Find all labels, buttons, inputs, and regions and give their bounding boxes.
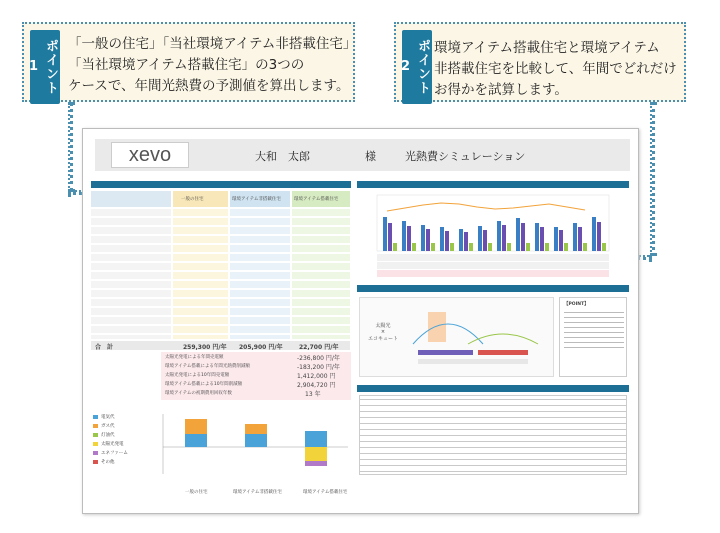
monthly-bar <box>502 225 506 251</box>
monthly-solar-bar <box>564 243 568 251</box>
legend-other: その他 <box>93 459 115 465</box>
monthly-bar <box>421 225 425 251</box>
monthly-solar-bar <box>488 243 492 251</box>
monthly-bar <box>592 217 596 251</box>
bar-general-gas <box>185 419 207 434</box>
summary-value-4: 13 年 <box>305 391 321 398</box>
monthly-solar-bar <box>393 243 397 251</box>
honorific: 様 <box>365 150 376 163</box>
total-eco <box>299 342 338 351</box>
total-non-unit: 円/年 <box>268 344 283 351</box>
connector-2-vertical <box>650 102 655 256</box>
summary-label-0: 太陽光発電による年間売電額 <box>165 355 224 360</box>
bar-non-gas <box>245 424 267 434</box>
bar-label-non: 環境アイテム非搭載住宅 <box>233 490 282 495</box>
simulation-sheet <box>82 128 639 514</box>
monthly-bar <box>540 227 544 251</box>
column-general-label: 一般の住宅 <box>181 197 204 202</box>
type-column-header <box>91 191 171 207</box>
total-non <box>239 342 283 351</box>
table-body-labels <box>91 209 171 339</box>
point-1-text: 「一般の住宅」「当社環境アイテム非搭載住宅」 「当社環境アイテム搭載住宅」の3つの ケースで、年間光熱費の予測値を算出します。 <box>68 36 357 94</box>
summary-value-2: 1,412,000 円 <box>297 373 336 380</box>
monthly-bar <box>573 223 577 251</box>
summary-value-0: -236,800 円/年 <box>297 355 340 362</box>
monthly-bar <box>445 231 449 251</box>
bar-label-general: 一般の住宅 <box>185 490 208 495</box>
summary-value-3: 2,904,720 円 <box>297 382 336 389</box>
monthly-bar <box>478 226 482 251</box>
summary-label-3: 環境アイテム搭載による10年間削減額 <box>165 382 243 387</box>
monthly-solar-bar <box>583 243 587 251</box>
total-general <box>183 342 227 351</box>
point-box-text-lines <box>564 312 624 352</box>
notes-box <box>359 395 627 475</box>
legend-gas: ガス代 <box>93 423 115 429</box>
point-2-badge: ポイント2 <box>402 30 432 104</box>
bar-general-electric <box>185 434 207 447</box>
bar-eco-enefarm <box>305 461 327 466</box>
table-body-eco <box>292 209 350 339</box>
column-header-non <box>230 191 290 207</box>
monthly-bar <box>554 227 558 251</box>
legend-enefarm: エネファーム <box>93 450 128 456</box>
total-label: 合 計 <box>95 344 114 351</box>
left-panel-title <box>91 181 351 188</box>
electricity-panel-title <box>357 285 629 292</box>
solar-ecocute-label: 太陽光 × エコキュート <box>368 323 399 342</box>
callout-point-2 <box>394 22 686 102</box>
bar-label-eco: 環境アイテム搭載住宅 <box>303 490 348 495</box>
point-2-text: 環境アイテム搭載住宅と環境アイテム 非搭載住宅を比較して、年間でどれだけ お得かを試算します。 <box>434 40 677 98</box>
monthly-bar <box>388 223 392 251</box>
usage-curve-graphic <box>408 304 548 374</box>
column-header-eco <box>292 191 350 207</box>
table-body-non <box>230 209 290 339</box>
connector-1-vertical <box>68 102 73 192</box>
monthly-solar-bar <box>469 243 473 251</box>
bar-eco-electric <box>305 431 327 447</box>
monthly-bar <box>521 223 525 251</box>
table-body-general <box>173 209 228 339</box>
total-eco-unit: 円/年 <box>324 344 339 351</box>
summary-label-4: 環境アイテムの初期費用回収年数 <box>165 391 232 396</box>
point-box <box>559 297 627 377</box>
legend-electricity: 電気代 <box>93 414 115 420</box>
monthly-solar-bar <box>507 243 511 251</box>
monthly-cost-chart <box>357 191 629 279</box>
sheet-title: 光熱費シミュレーション <box>405 150 526 163</box>
column-non-label: 環境アイテム非搭載住宅 <box>232 197 281 202</box>
monthly-solar-bar <box>412 243 416 251</box>
monthly-bar <box>426 229 430 251</box>
monthly-bar <box>597 222 601 251</box>
total-general-unit: 円/年 <box>212 344 227 351</box>
sheet-header <box>95 139 630 171</box>
summary-label-1: 環境アイテム搭載による年間光熱費削減額 <box>165 364 250 369</box>
solar-ecocute-box <box>359 297 554 377</box>
monthly-bar <box>459 229 463 251</box>
xevo-logo: xevo <box>111 142 189 168</box>
monthly-bar <box>440 227 444 251</box>
monthly-bar <box>464 232 468 251</box>
bar-eco-solar <box>305 447 327 461</box>
monthly-bar <box>535 223 539 251</box>
bar-non-electric <box>245 434 267 447</box>
point-1-badge: ポイント1 <box>30 30 60 104</box>
monthly-bar <box>483 230 487 251</box>
summary-label-2: 太陽光発電による10年間売電額 <box>165 373 230 378</box>
legend-kerosene: 灯油代 <box>93 432 115 438</box>
monthly-panel-title <box>357 181 629 188</box>
monthly-solar-bar <box>526 243 530 251</box>
monthly-bar <box>407 226 411 251</box>
summary-value-1: -183,200 円/年 <box>297 364 340 371</box>
monthly-solar-bar <box>450 243 454 251</box>
monthly-bar <box>578 227 582 251</box>
monthly-solar-bar <box>431 243 435 251</box>
monthly-bar <box>559 230 563 251</box>
bar-legend <box>93 414 143 474</box>
total-non-value: 205,900 <box>239 344 267 351</box>
monthly-solar-bar <box>545 243 549 251</box>
column-eco-label: 環境アイテム搭載住宅 <box>294 197 339 202</box>
monthly-bar <box>516 218 520 251</box>
callout-point-1 <box>22 22 355 102</box>
total-eco-value: 22,700 <box>299 344 323 351</box>
column-header-general <box>173 191 228 207</box>
point-box-label: 【POINT】 <box>564 302 589 307</box>
total-general-value: 259,300 <box>183 344 211 351</box>
monthly-bar <box>402 221 406 251</box>
notes-panel-title <box>357 385 629 392</box>
monthly-solar-bar <box>602 243 606 251</box>
monthly-bar <box>497 221 501 251</box>
legend-solar: 太陽光発電 <box>93 441 124 447</box>
monthly-bar <box>383 217 387 251</box>
annual-cost-bar-chart <box>153 409 353 484</box>
customer-name: 大和 太郎 <box>255 150 310 163</box>
